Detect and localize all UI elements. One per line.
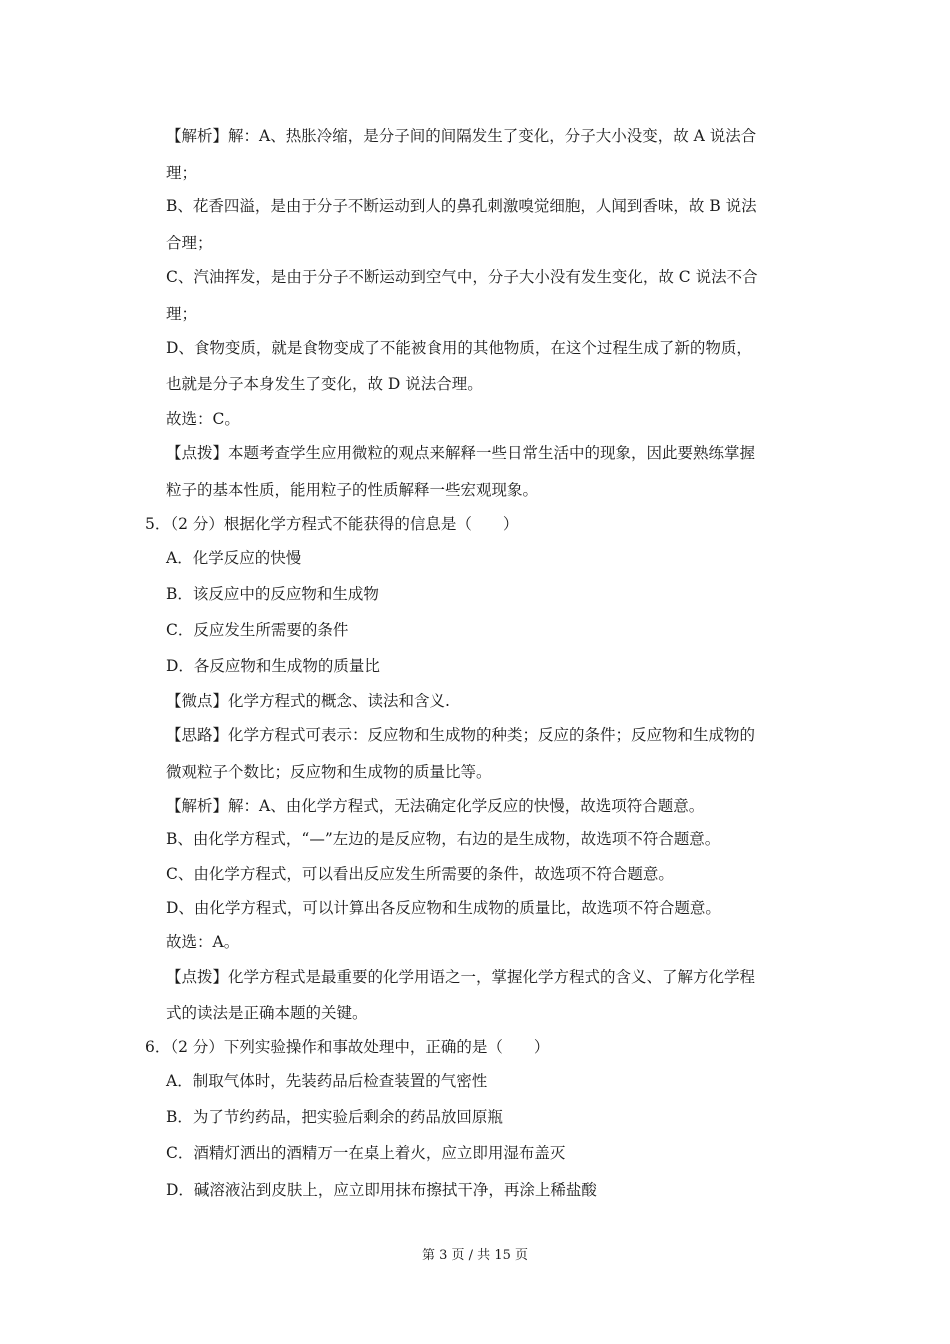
q4-tip-line-2: 粒子的基本性质，能用粒子的性质解释一些宏观现象。 bbox=[166, 481, 539, 499]
q4-analysis-line-7: D、食物变质，就是食物变成了不能被食用的其他物质，在这个过程生成了新的物质， bbox=[166, 339, 752, 357]
q4-analysis-line-1: 【解析】解：A、热胀冷缩，是分子间的间隔发生了变化，分子大小没变，故 A 说法合 bbox=[166, 127, 757, 145]
q6-option-d: D．碱溶液沾到皮肤上，应立即用抹布擦拭干净，再涂上稀盐酸 bbox=[166, 1181, 597, 1199]
q5-tip-line-1: 【点拨】化学方程式是最重要的化学用语之一，掌握化学方程式的含义、了解方化学程 bbox=[166, 968, 756, 986]
page-footer: 第 3 页 / 共 15 页 bbox=[422, 1248, 528, 1263]
q6-option-b: B．为了节约药品，把实验后剩余的药品放回原瓶 bbox=[166, 1108, 503, 1126]
q6-stem: 6．（2 分）下列实验操作和事故处理中，正确的是（ ） bbox=[145, 1038, 550, 1056]
q4-analysis-line-8: 也就是分子本身发生了变化，故 D 说法合理。 bbox=[166, 375, 483, 393]
q5-analysis-line-2: B、由化学方程式，“—”左边的是反应物，右边的是生成物，故选项不符合题意。 bbox=[166, 830, 721, 848]
q6-option-c: C．酒精灯洒出的酒精万一在桌上着火，应立即用湿布盖灭 bbox=[166, 1144, 566, 1162]
q5-tip-line-2: 式的读法是正确本题的关键。 bbox=[166, 1004, 368, 1022]
q5-answer: 故选：A。 bbox=[166, 933, 240, 951]
q4-analysis-line-2: 理； bbox=[166, 164, 198, 182]
q5-idea-line-1: 【思路】化学方程式可表示：反应物和生成物的种类；反应的条件；反应物和生成物的 bbox=[166, 726, 756, 744]
q5-option-c: C．反应发生所需要的条件 bbox=[166, 621, 349, 639]
q4-answer: 故选：C。 bbox=[166, 410, 240, 428]
q5-analysis-line-3: C、由化学方程式，可以看出反应发生所需要的条件，故选项不符合题意。 bbox=[166, 865, 674, 883]
q4-analysis-line-4: 合理； bbox=[166, 234, 213, 252]
q5-stem: 5．（2 分）根据化学方程式不能获得的信息是（ ） bbox=[145, 515, 519, 533]
q4-analysis-line-3: B、花香四溢，是由于分子不断运动到人的鼻孔刺激嗅觉细胞，人闻到香味，故 B 说法 bbox=[166, 197, 757, 215]
q5-point: 【微点】化学方程式的概念、读法和含义. bbox=[166, 692, 450, 710]
q5-idea-line-2: 微观粒子个数比；反应物和生成物的质量比等。 bbox=[166, 763, 492, 781]
q5-analysis-line-4: D、由化学方程式，可以计算出各反应物和生成物的质量比，故选项不符合题意。 bbox=[166, 899, 721, 917]
q5-option-d: D．各反应物和生成物的质量比 bbox=[166, 657, 380, 675]
q5-analysis-line-1: 【解析】解：A、由化学方程式，无法确定化学反应的快慢，故选项符合题意。 bbox=[166, 797, 705, 815]
q5-option-a: A．化学反应的快慢 bbox=[166, 549, 302, 567]
q4-analysis-line-6: 理； bbox=[166, 305, 198, 323]
q6-option-a: A．制取气体时，先装药品后检查装置的气密性 bbox=[166, 1072, 488, 1090]
q4-analysis-line-5: C、汽油挥发，是由于分子不断运动到空气中，分子大小没有发生变化，故 C 说法不合 bbox=[166, 268, 758, 286]
q4-tip-line-1: 【点拨】本题考查学生应用微粒的观点来解释一些日常生活中的现象，因此要熟练掌握 bbox=[166, 444, 756, 462]
q5-option-b: B．该反应中的反应物和生成物 bbox=[166, 585, 379, 603]
